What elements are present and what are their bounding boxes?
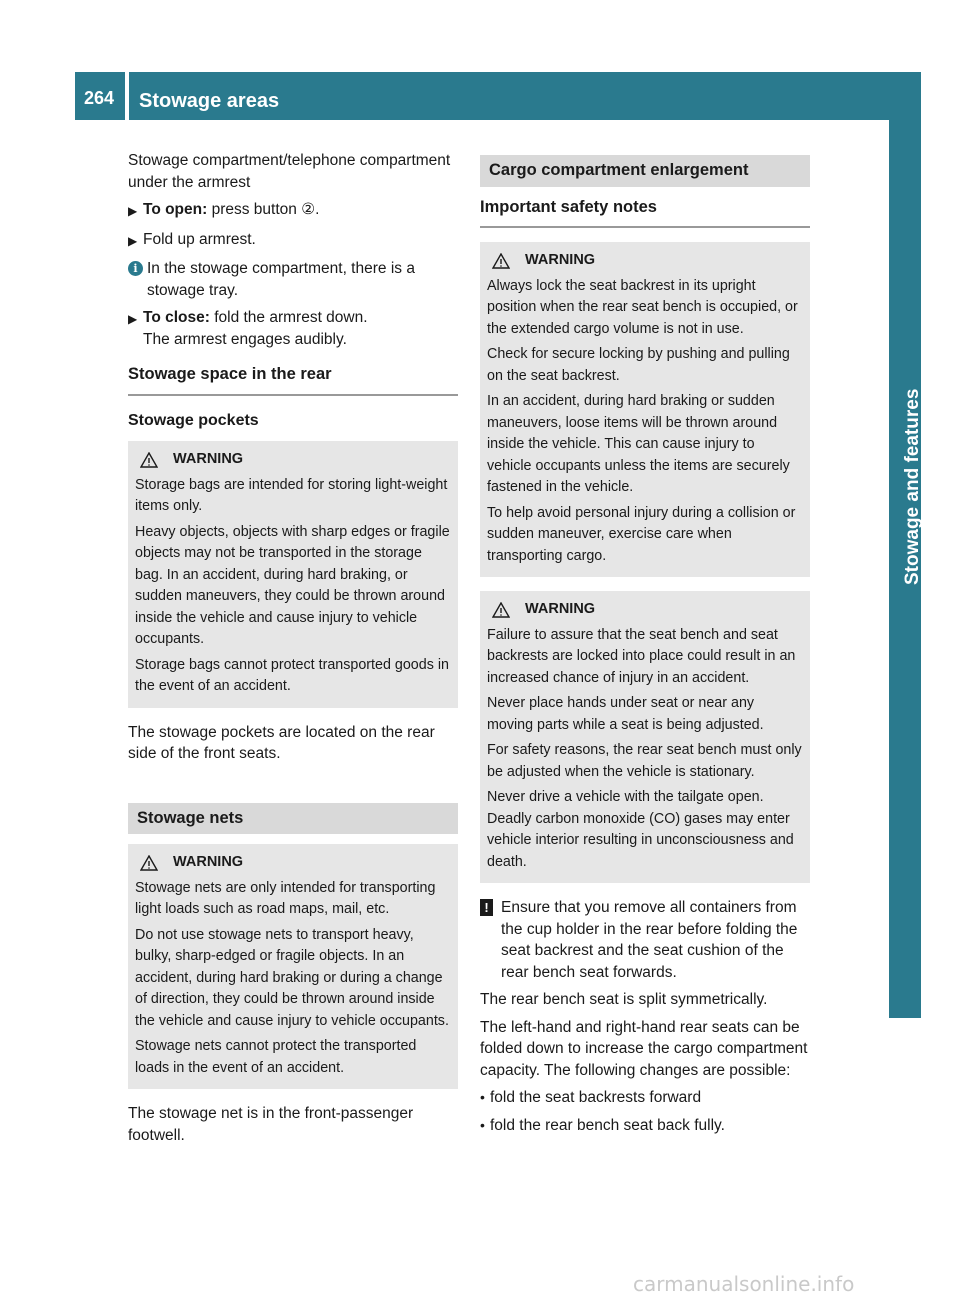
cargo-heading: Cargo compartment enlargement xyxy=(480,155,810,187)
warning-paragraph: Never place hands under seat or near any moving parts while a seat is being adjusted. xyxy=(487,695,764,733)
warning-triangle-icon xyxy=(492,253,510,269)
warning-label: WARNING xyxy=(525,601,596,617)
cargo-warning-box-2 xyxy=(480,591,810,883)
warning-paragraph: Heavy objects, objects with sharp edges or fragile objects may not be transported in the storage bag. In an accident, during hard braking, or sudden maneuvers, they could be thrown around inside the vehicle and cause injury to vehicle occupants. xyxy=(135,523,450,647)
fold-text: The left-hand and right-hand rear seats can be folded down to increase the cargo compartment capacity. The following changes are possible: xyxy=(480,1018,808,1079)
list-item xyxy=(480,1115,810,1137)
step-arrow-icon: ▶ xyxy=(128,204,138,218)
warning-paragraph: Stowage nets are only intended for transporting light loads such as road maps, mail, etc. xyxy=(135,879,436,917)
warning-paragraph: Do not use stowage nets to transport heavy, bulky, sharp-edged or fragile objects. In an accident, during hard braking or during a change of direction, they could be thrown around inside the vehicle and cause injury to vehicle occupants. xyxy=(135,926,449,1029)
bullet-icon: • xyxy=(480,1116,485,1133)
caution-note xyxy=(480,897,810,983)
watermark: carmanualsonline.info xyxy=(633,1272,855,1296)
step-arrow-icon: ▶ xyxy=(128,312,138,326)
right-column xyxy=(480,155,810,1142)
warning-header xyxy=(487,250,803,272)
caution-text: Ensure that you remove all containers from the cup holder in the rear before folding the seat backrest and the seat cushion of the rear bench seat forwards. xyxy=(501,899,798,981)
warning-paragraph: Storage bags cannot protect transported goods in the event of an accident. xyxy=(135,656,449,694)
close-label: To close: xyxy=(143,309,210,326)
warning-triangle-icon xyxy=(492,602,510,618)
warning-paragraph: Check for secure locking by pushing and pulling on the seat backrest. xyxy=(487,346,790,384)
list-item-text: fold the rear bench seat back fully. xyxy=(490,1116,725,1134)
nets-text: The stowage net is in the front-passenger footwell. xyxy=(128,1105,414,1144)
exclamation-icon: ! xyxy=(480,899,493,916)
pockets-warning-box xyxy=(128,441,458,708)
rear-heading: Stowage space in the rear xyxy=(128,364,458,396)
left-column xyxy=(128,150,458,1152)
warning-header xyxy=(135,852,451,874)
close-text-2: The armrest engages audibly. xyxy=(143,330,347,348)
warning-triangle-icon xyxy=(140,855,158,871)
step-open xyxy=(128,199,458,223)
warning-header xyxy=(135,449,451,471)
pockets-heading: Stowage pockets xyxy=(128,411,259,429)
split-text: The rear bench seat is split symmetrically. xyxy=(480,991,768,1008)
info-note xyxy=(128,258,458,301)
cargo-warning-box-1 xyxy=(480,242,810,577)
header-divider xyxy=(125,72,129,120)
page-number: 264 xyxy=(84,88,115,108)
fold-up-text: Fold up armrest. xyxy=(143,230,256,248)
step-arrow-icon: ▶ xyxy=(128,233,138,248)
warning-paragraph: Storage bags are intended for storing light-weight items only. xyxy=(135,476,448,514)
open-label: To open: xyxy=(143,201,208,218)
bullet-icon: • xyxy=(480,1089,485,1105)
warning-label: WARNING xyxy=(525,252,596,268)
list-item-text: fold the seat backrests forward xyxy=(490,1089,702,1106)
warning-paragraph: Stowage nets cannot protect the transported loads in the event of an accident. xyxy=(135,1038,417,1076)
safety-heading: Important safety notes xyxy=(480,197,810,229)
info-text: In the stowage compartment, there is a stowage tray. xyxy=(147,260,415,299)
list-item xyxy=(480,1087,810,1109)
close-text: fold the armrest down. xyxy=(209,309,368,326)
warning-header xyxy=(487,599,803,621)
side-tab-label: Stowage and features xyxy=(902,388,923,585)
step-close xyxy=(128,307,458,350)
step-fold-up xyxy=(128,229,458,253)
warning-paragraph: Failure to assure that the seat bench and seat backrests are locked into place could result in an increased chance of injury in an accident. xyxy=(487,626,796,686)
warning-triangle-icon xyxy=(140,452,158,468)
section-title: Stowage areas xyxy=(139,90,280,112)
warning-paragraph: In an accident, during hard braking or sudden maneuvers, loose items will be thrown around inside the vehicle. This can cause injury to vehicle occupants unless the items are securely fastened in the vehicle. xyxy=(487,393,790,495)
warning-label: WARNING xyxy=(173,451,244,467)
open-text: press button ②. xyxy=(207,201,320,218)
warning-paragraph: Always lock the seat backrest in its upright position when the rear seat bench is occupied, or the extended cargo volume is not in use. xyxy=(487,277,798,337)
info-icon: i xyxy=(128,261,143,276)
warning-label: WARNING xyxy=(173,854,244,870)
warning-paragraph: To help avoid personal injury during a collision or sudden maneuver, exercise care when transporting cargo. xyxy=(487,504,796,564)
pockets-text: The stowage pockets are located on the rear side of the front seats. xyxy=(128,723,435,762)
nets-warning-box xyxy=(128,844,458,1089)
warning-paragraph: For safety reasons, the rear seat bench must only be adjusted when the vehicle is stationary. xyxy=(487,742,802,780)
nets-heading: Stowage nets xyxy=(128,803,458,835)
armrest-intro: Stowage compartment/telephone compartment under the armrest xyxy=(128,152,451,191)
warning-paragraph: Never drive a vehicle with the tailgate open. Deadly carbon monoxide (CO) gases may enter vehicle interior resulting in unconsciousness and death. xyxy=(487,789,794,870)
